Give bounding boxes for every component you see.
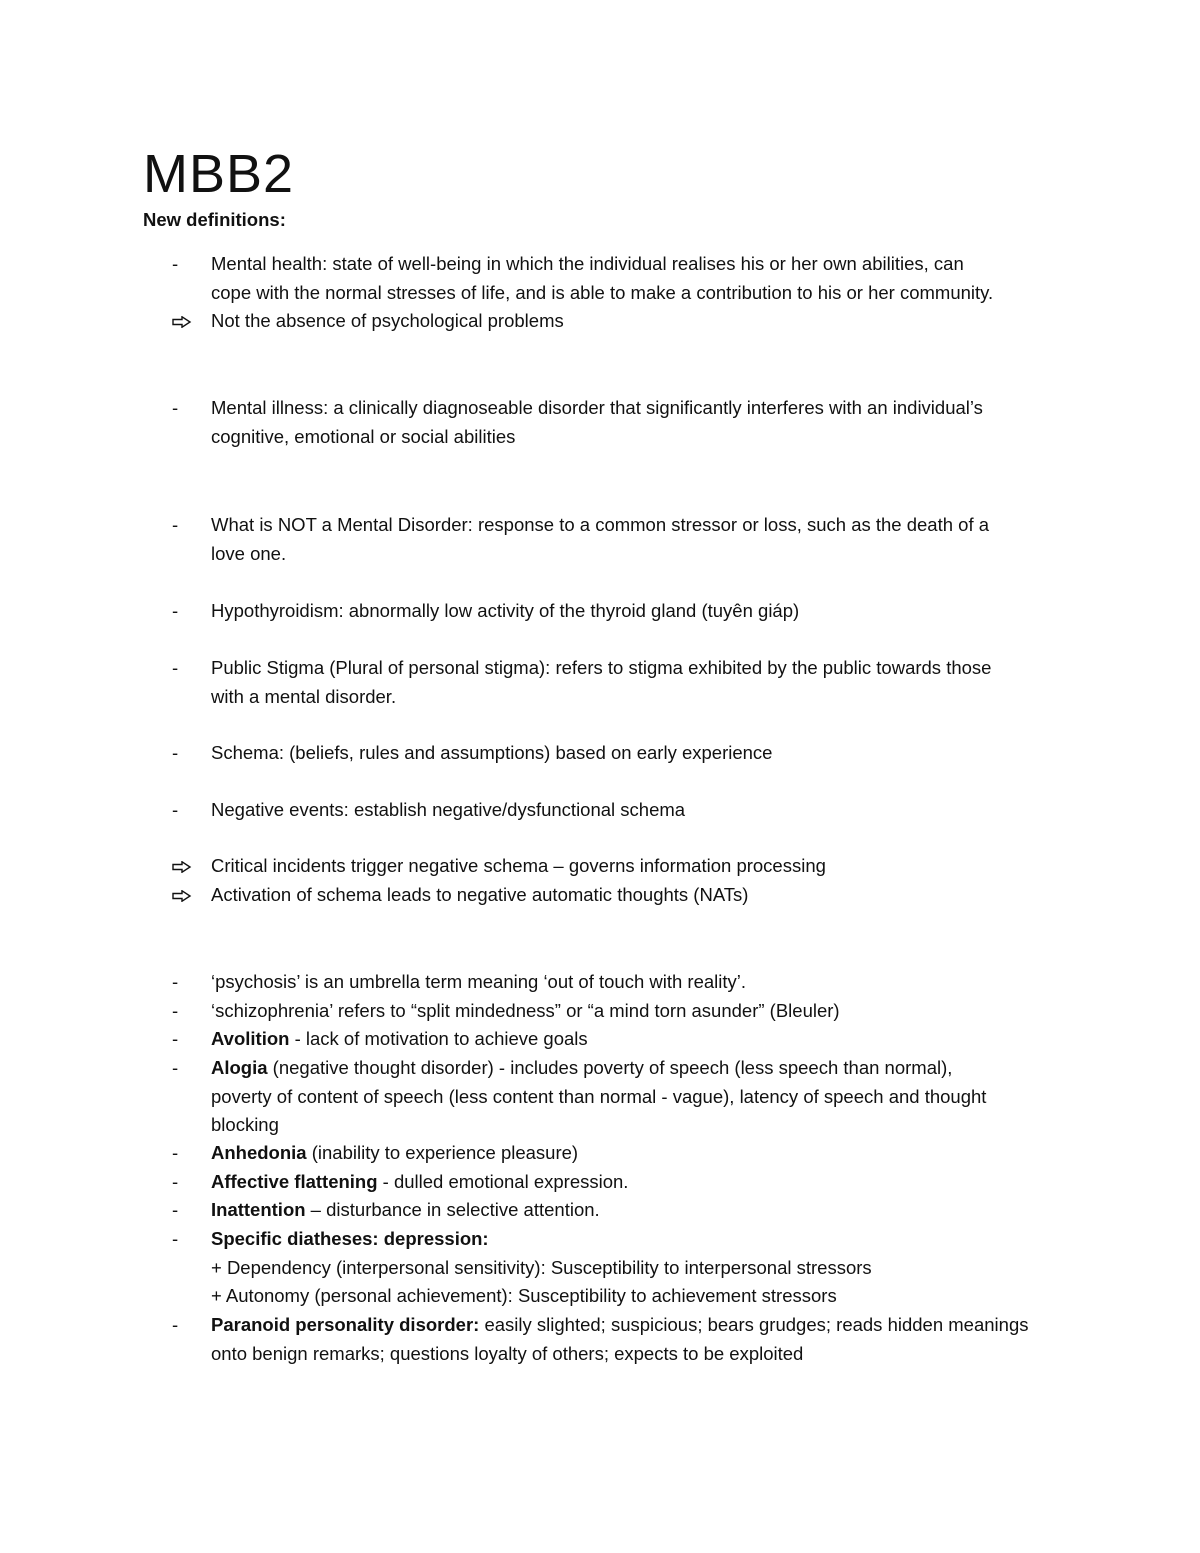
text-line: + Autonomy (personal achievement): Susceptibility to achievement stressors bbox=[211, 1285, 837, 1306]
dash-bullet: - bbox=[172, 1000, 179, 1021]
dash-bullet: - bbox=[172, 1057, 179, 1078]
list-item-text bbox=[211, 597, 1071, 626]
dash-bullet: - bbox=[172, 600, 179, 621]
text-line: with a mental disorder. bbox=[211, 685, 397, 707]
text-line: cope with the normal stresses of life, and is able to make a contribution to his or her community. bbox=[211, 281, 994, 303]
term: Inattention bbox=[211, 1199, 306, 1220]
term: Anhedonia bbox=[211, 1142, 307, 1163]
term: Alogia bbox=[211, 1057, 268, 1078]
list-item-text bbox=[211, 1311, 1071, 1368]
dash-bullet: - bbox=[172, 799, 179, 820]
text-line bbox=[211, 1225, 1071, 1254]
dash-bullet: - bbox=[172, 1199, 179, 1220]
text-line: blocking bbox=[211, 1114, 279, 1135]
arrow-right-outline-icon bbox=[172, 881, 196, 909]
list-item-text bbox=[211, 511, 1071, 568]
list-item-text bbox=[211, 881, 1071, 910]
list-item-text bbox=[211, 1025, 1071, 1054]
list-item-text bbox=[211, 1196, 1071, 1225]
text-line: cognitive, emotional or social abilities bbox=[211, 425, 516, 447]
dash-bullet: - bbox=[172, 1228, 179, 1249]
dash-bullet: - bbox=[172, 1314, 179, 1335]
dash-bullet: - bbox=[172, 253, 179, 274]
text-line: Negative events: establish negative/dysfunctional schema bbox=[211, 799, 686, 820]
definition: - lack of motivation to achieve goals bbox=[289, 1028, 588, 1049]
list-item-text bbox=[211, 250, 1071, 307]
definition: easily slighted; suspicious; bears grudges; reads hidden meanings bbox=[479, 1314, 1029, 1335]
definition: (negative thought disorder) - includes poverty of speech (less speech than normal), bbox=[267, 1057, 953, 1078]
text-line bbox=[211, 1311, 1071, 1340]
dash-bullet: - bbox=[172, 1028, 179, 1049]
text-line bbox=[211, 1139, 1071, 1168]
list-item-text bbox=[211, 654, 1071, 711]
list-item-text bbox=[211, 739, 1071, 768]
definition: - dulled emotional expression. bbox=[377, 1171, 629, 1192]
dash-bullet: - bbox=[172, 1142, 179, 1163]
list-item-text bbox=[211, 997, 1071, 1026]
text-line: Mental health: state of well-being in which the individual realises his or her own abilities, can bbox=[211, 253, 964, 274]
definition: (inability to experience pleasure) bbox=[306, 1142, 579, 1163]
text-line bbox=[211, 1025, 1071, 1054]
dash-bullet: - bbox=[172, 397, 179, 418]
arrow-right-outline-icon bbox=[172, 307, 196, 335]
term: Affective flattening bbox=[211, 1171, 378, 1192]
text-line bbox=[211, 1054, 1071, 1083]
text-line: Critical incidents trigger negative schema – governs information processing bbox=[211, 855, 826, 876]
term: Paranoid personality disorder: bbox=[211, 1314, 480, 1335]
list-item-text bbox=[211, 852, 1071, 881]
text-line: Schema: (beliefs, rules and assumptions) based on early experience bbox=[211, 742, 773, 763]
list-item-text bbox=[211, 1168, 1071, 1197]
text-line: Mental illness: a clinically diagnoseable disorder that significantly interferes with an individual’s bbox=[211, 397, 983, 418]
list-item-text bbox=[211, 1225, 1071, 1311]
section-heading: New definitions: bbox=[143, 209, 286, 230]
text-line bbox=[211, 1168, 1071, 1197]
text-line: ‘psychosis’ is an umbrella term meaning ‘out of touch with reality’. bbox=[211, 971, 747, 992]
list-item-text bbox=[211, 1139, 1071, 1168]
text-line: Public Stigma (Plural of personal stigma): refers to stigma exhibited by the public towards those bbox=[211, 657, 992, 678]
text-line: What is NOT a Mental Disorder: response to a common stressor or loss, such as the death of a bbox=[211, 514, 990, 535]
text-line: Activation of schema leads to negative automatic thoughts (NATs) bbox=[211, 884, 749, 905]
list-item-text bbox=[211, 1054, 1071, 1140]
text-line: love one. bbox=[211, 542, 287, 564]
term: Avolition bbox=[211, 1028, 290, 1049]
text-line: Not the absence of psychological problems bbox=[211, 310, 564, 331]
text-line: Hypothyroidism: abnormally low activity of the thyroid gland (tuyên giáp) bbox=[211, 600, 800, 621]
arrow-right-outline-icon bbox=[172, 852, 196, 880]
text-line bbox=[211, 1196, 1071, 1225]
text-line: poverty of content of speech (less content than normal - vague), latency of speech and thought bbox=[211, 1085, 987, 1107]
dash-bullet: - bbox=[172, 514, 179, 535]
dash-bullet: - bbox=[172, 971, 179, 992]
text-line: + Dependency (interpersonal sensitivity): Susceptibility to interpersonal stressors bbox=[211, 1256, 872, 1278]
text-line: ‘schizophrenia’ refers to “split mindedness” or “a mind torn asunder” (Bleuler) bbox=[211, 1000, 840, 1021]
dash-bullet: - bbox=[172, 742, 179, 763]
list-item-text bbox=[211, 796, 1071, 825]
list-item-text bbox=[211, 968, 1071, 997]
term: Specific diatheses: depression: bbox=[211, 1228, 489, 1249]
dash-bullet: - bbox=[172, 1171, 179, 1192]
dash-bullet: - bbox=[172, 657, 179, 678]
definition: – disturbance in selective attention. bbox=[305, 1199, 600, 1220]
list-item-text bbox=[211, 394, 1071, 451]
text-line: onto benign remarks; questions loyalty of others; expects to be exploited bbox=[211, 1342, 804, 1364]
list-item-text bbox=[211, 307, 1071, 336]
document-title: MBB2 bbox=[143, 144, 295, 204]
